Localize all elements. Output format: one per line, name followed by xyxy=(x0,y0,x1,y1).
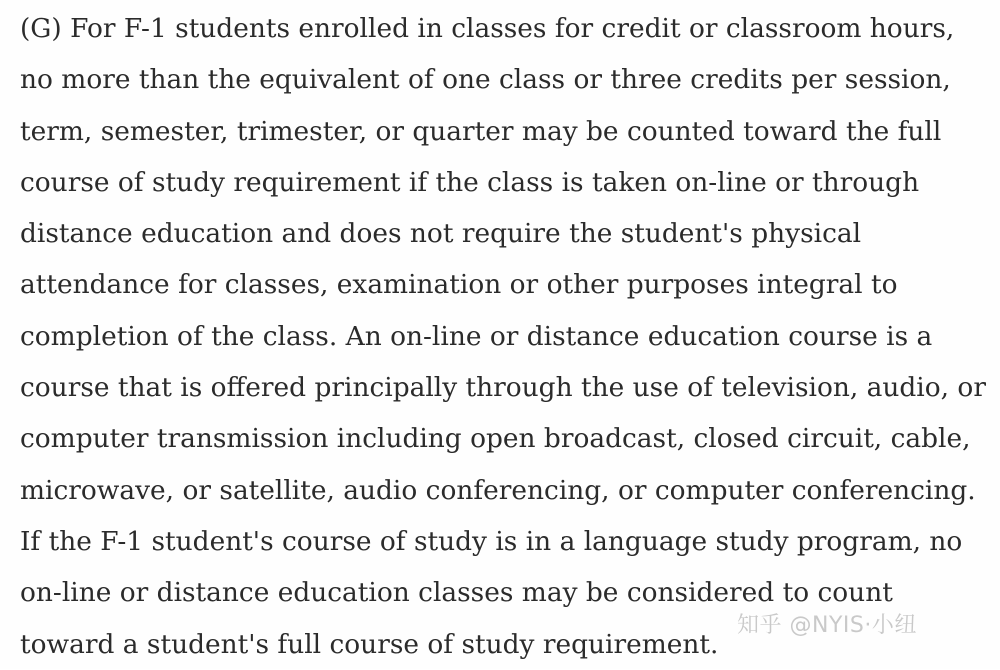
paragraph-line-10: microwave, or satellite, audio conferencing, or computer conferencing. xyxy=(20,474,976,506)
paragraph-line-9: computer transmission including open broadcast, closed circuit, cable, xyxy=(20,423,971,455)
paragraph-line-13: toward a student's full course of study requirement. xyxy=(20,628,719,660)
paragraph-line-1: (G) For F-1 students enrolled in classes for credit or classroom hours, xyxy=(20,13,955,44)
paragraph-line-4: course of study requirement if the class is taken on-line or through xyxy=(20,166,920,198)
regulation-paragraph xyxy=(20,3,995,670)
paragraph-line-2: no more than the equivalent of one class or three credits per session, xyxy=(20,64,951,96)
watermark-text: 知乎 @NYIS·小纽 xyxy=(737,613,917,638)
paragraph-line-12: on-line or distance education classes may be considered to count xyxy=(20,577,893,609)
paragraph-line-8: course that is offered principally through the use of television, audio, or xyxy=(20,372,986,404)
paragraph-line-5: distance education and does not require the student's physical xyxy=(20,218,862,250)
paragraph-line-6: attendance for classes, examination or other purposes integral to xyxy=(20,269,898,301)
paragraph-line-7: completion of the class. An on-line or distance education course is a xyxy=(20,320,933,352)
paragraph-line-3: term, semester, trimester, or quarter may be counted toward the full xyxy=(20,115,942,147)
paragraph-line-11: If the F-1 student's course of study is in a language study program, no xyxy=(20,525,963,557)
